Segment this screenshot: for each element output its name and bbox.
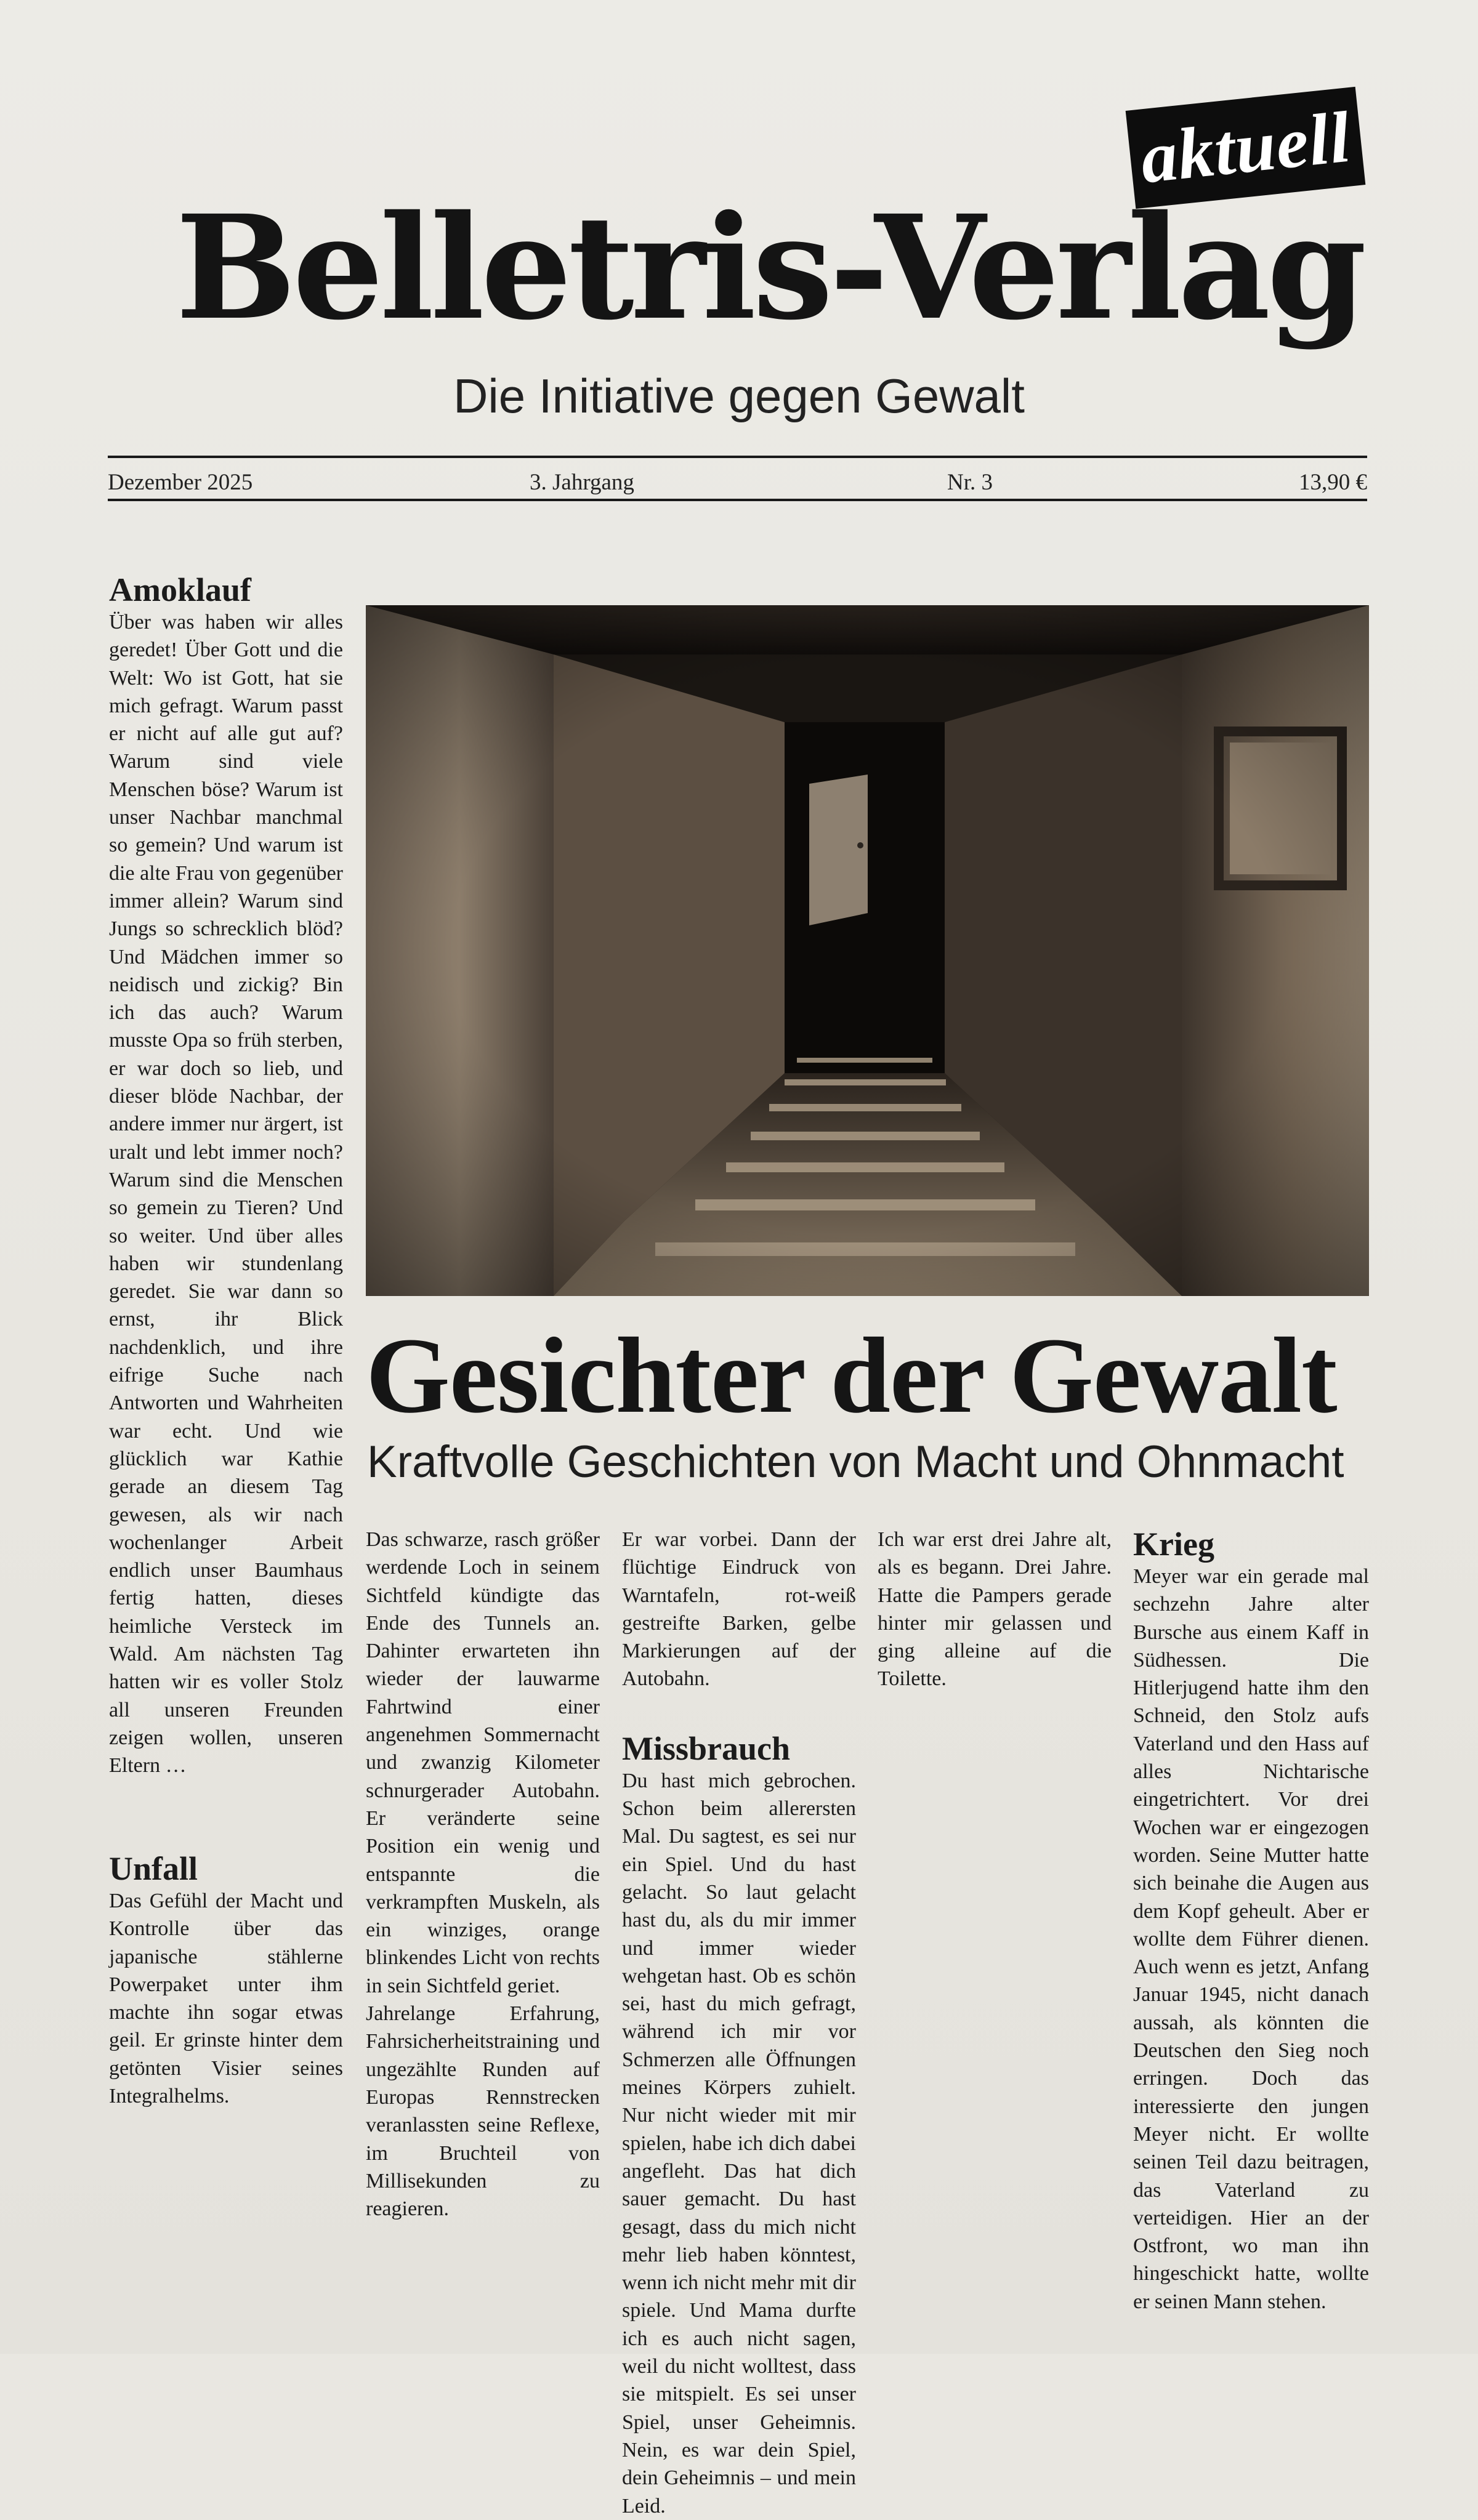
main-headline: Gesichter der Gewalt — [366, 1316, 1337, 1436]
issue-price: 13,90 € — [1299, 470, 1367, 495]
issue-number: Nr. 3 — [947, 470, 993, 495]
headline-deck: Kraftvolle Geschichten von Macht und Ohnmacht — [367, 1437, 1344, 1487]
left-column — [109, 571, 343, 1779]
masthead-subtitle: Die Initiative gegen Gewalt — [453, 369, 1025, 423]
issue-volume: 3. Jahrgang — [530, 470, 634, 495]
krieg-text: Meyer war ein gerade mal sechzehn Jahre alter Bursche aus einem Kaff in Südhessen. Die Hitlerjugend hatte ihm den Schneid, den Stolz aufs Vaterland und den Hass auf alles Nichtarische eingetrichtert. Vor drei Wochen war er eingezogen worden. Seine Mutter hatte sich beinahe die Augen aus dem Kopf geheult. Aber er wollte dem Führer dienen. Auch wenn es jetzt, Anfang Januar 1945, nicht danach aussah, als könnten die Deutschen den Sieg noch erringen. Doch das interessierte den jungen Meyer nicht. Er wollte seinen Teil dazu beitragen, das Vaterland zu verteidigen. Hier an der Ostfront, wo man ihn hingeschickt hatte, wollte er seinen Mann stehen. — [1133, 1565, 1369, 2313]
column-5 — [1133, 1526, 1369, 2316]
amoklauf-text: Über was haben wir alles geredet! Über Gott und die Welt: Wo ist Gott, hat sie mich gefragt. Warum passt er nicht auf alle gut auf? Warum sind viele Menschen böse? Warum ist unser Nachbar manchmal so gemein? Und warum ist die alte Frau von gegenüber immer allein? Warum sind Jungs so schrecklich blöd? Und Mädchen immer so neidisch und zickig? Bin ich das auch? Warum musste Opa so früh sterben, er war doch so lieb, und dieser blöde Nachbar, der andere immer nur ärgert, ist uralt und lebt immer noch? Warum sind die Menschen so gemein zu Tieren? Und so weiter. Und über alles haben wir stundenlang geredet. Sie war dann so ernst, ihr Blick nachdenklich, und ihre eifrige Suche nach Antworten und Wahrheiten war echt. Und wie glücklich war Kathie gerade an diesem Tag gewesen, als wir nach wochenlanger Arbeit endlich unser Baumhaus fertig hatten, dieses heimliche Versteck im Wald. Am nächsten Tag hatten wir es voller Stolz all unseren Freunden zeigen wollen, unseren Eltern … — [109, 611, 343, 1777]
column-3 — [622, 1526, 856, 2520]
column-4 — [878, 1526, 1112, 1693]
column-2 — [366, 1526, 600, 2223]
amoklauf-heading: Amoklauf — [109, 571, 252, 608]
missbrauch-heading: Missbrauch — [622, 1729, 791, 1767]
badge-label: aktuell — [1136, 96, 1355, 199]
unfall-paragraph-1: Das Gefühl der Macht und Kontrolle über das japanische stählerne Powerpaket unter ihm machte ihn sogar etwas geil. Er grinste hinter dem getönten Visier seines Integralhelms. — [109, 1890, 343, 2108]
unfall-paragraph-4: Er war vorbei. Dann der flüchtige Eindruck von Warntafeln, rot-weiß gestreifte Barken, gelbe Markierungen auf der Autobahn. — [622, 1528, 856, 1691]
missbrauch-paragraph-1: Du hast mich gebrochen. Schon beim allerersten Mal. Du sagtest, es sei nur ein Spiel. Und du hast gelacht. So laut gelacht hast du, als du mir immer und immer wieder wehgetan hast. Ob es schön sei, hast du mich gefragt, während ich mir vor Schmerzen alle Öffnungen meines Körpers zuhielt. Nur nicht wieder mit mir spielen, habe ich dich dabei angefleht. Das hat dich sauer gemacht. Du hast gesagt, dass du mich nicht mehr lieb haben könntest, wenn ich nicht mehr mit dir spiele. Und Mama durfte ich es auch nicht sagen, weil du nicht wolltest, dass sie mitspielt. Es sei unser Spiel, unser Geheimnis. Nein, es war dein Spiel, dein Geheimnis – und mein Leid. — [622, 1769, 856, 2518]
bottom-rule — [108, 499, 1367, 501]
top-rule — [108, 456, 1367, 458]
unfall-paragraph-3: Jahrelange Erfahrung, Fahrsicherheitstraining und ungezählte Runden auf Europas Rennstrecken veranlassten seine Reflexe, im Bruchteil von Millisekunden zu reagieren. — [366, 2002, 600, 2221]
masthead-title: Belletris-Verlag — [176, 183, 1363, 352]
left-column-lower — [109, 1850, 343, 2110]
missbrauch-paragraph-2: Ich war erst drei Jahre alt, als es begann. Drei Jahre. Hatte die Pampers gerade hinter mir gelassen und ging alleine auf die Toilette. — [878, 1528, 1112, 1691]
issue-date: Dezember 2025 — [108, 470, 253, 495]
krieg-heading: Krieg — [1133, 1526, 1214, 1563]
unfall-paragraph-2: Das schwarze, rasch größer werdende Loch in seinem Sichtfeld kündigte das Ende des Tunnels an. Dahinter erwarteten ihn wieder der lauwarme Fahrtwind einer angenehmen Sommernacht und zwanzig Kilometer schnurgerader Autobahn. Er veränderte seine Position ein wenig und entspannte die verkrampften Muskeln, als ein winziges, orange blinkendes Licht von rechts in sein Sichtfeld geriet. — [366, 1528, 600, 1997]
hero-image-corridor — [366, 605, 1369, 1296]
unfall-heading: Unfall — [109, 1850, 198, 1887]
